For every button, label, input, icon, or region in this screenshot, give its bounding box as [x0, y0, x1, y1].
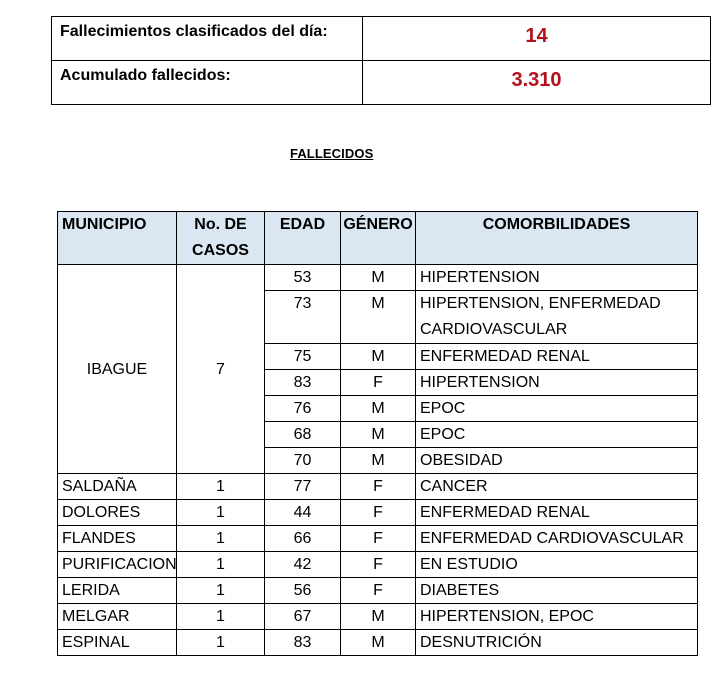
edad-cell: 75: [265, 344, 341, 370]
comorbilidad-cell: HIPERTENSION: [416, 370, 698, 396]
section-title: FALLECIDOS: [290, 146, 374, 161]
genero-cell: M: [341, 448, 416, 474]
genero-cell: M: [341, 604, 416, 630]
municipio-cell: IBAGUE: [58, 265, 177, 474]
table-row: [58, 604, 698, 630]
casos-cell: 1: [177, 604, 265, 630]
edad-cell: 83: [265, 630, 341, 656]
casos-cell: 1: [177, 552, 265, 578]
comorbilidad-cell: ENFERMEDAD CARDIOVASCULAR: [416, 526, 698, 552]
summary-table: [51, 16, 711, 105]
comorbilidad-cell: HIPERTENSION, ENFERMEDAD CARDIOVASCULAR: [416, 291, 698, 344]
deaths-table-body: [58, 265, 698, 656]
comorbilidad-cell: ENFERMEDAD RENAL: [416, 344, 698, 370]
genero-cell: F: [341, 526, 416, 552]
edad-cell: 53: [265, 265, 341, 291]
municipio-cell: DOLORES: [58, 500, 177, 526]
header-municipio: MUNICIPIO: [58, 212, 177, 265]
table-row: [58, 500, 698, 526]
casos-cell: 7: [177, 265, 265, 474]
comorbilidad-cell: ENFERMEDAD RENAL: [416, 500, 698, 526]
header-genero: GÉNERO: [341, 212, 416, 265]
edad-cell: 44: [265, 500, 341, 526]
table-row: [58, 630, 698, 656]
comorbilidad-cell: DESNUTRICIÓN: [416, 630, 698, 656]
municipio-cell: SALDAÑA: [58, 474, 177, 500]
casos-cell: 1: [177, 526, 265, 552]
deaths-table: [57, 211, 698, 656]
casos-cell: 1: [177, 630, 265, 656]
genero-cell: M: [341, 344, 416, 370]
cumulative-deaths-label: Acumulado fallecidos:: [52, 61, 363, 105]
table-row: [58, 526, 698, 552]
table-row: [58, 578, 698, 604]
daily-deaths-value: 14: [363, 17, 711, 61]
cumulative-deaths-value: 3.310: [363, 61, 711, 105]
edad-cell: 76: [265, 396, 341, 422]
casos-cell: 1: [177, 578, 265, 604]
genero-cell: M: [341, 630, 416, 656]
header-edad: EDAD: [265, 212, 341, 265]
genero-cell: F: [341, 474, 416, 500]
edad-cell: 68: [265, 422, 341, 448]
comorbilidad-cell: EPOC: [416, 422, 698, 448]
header-comorbilidades: COMORBILIDADES: [416, 212, 698, 265]
municipio-cell: ESPINAL: [58, 630, 177, 656]
edad-cell: 73: [265, 291, 341, 344]
casos-cell: 1: [177, 500, 265, 526]
edad-cell: 77: [265, 474, 341, 500]
comorbilidad-cell: HIPERTENSION, EPOC: [416, 604, 698, 630]
edad-cell: 67: [265, 604, 341, 630]
genero-cell: F: [341, 578, 416, 604]
casos-cell: 1: [177, 474, 265, 500]
table-row: [58, 265, 698, 291]
municipio-cell: FLANDES: [58, 526, 177, 552]
comorbilidad-cell: CANCER: [416, 474, 698, 500]
municipio-cell: PURIFICACION: [58, 552, 177, 578]
comorbilidad-cell: OBESIDAD: [416, 448, 698, 474]
table-row: [58, 474, 698, 500]
header-casos: No. DE CASOS: [177, 212, 265, 265]
genero-cell: M: [341, 265, 416, 291]
edad-cell: 70: [265, 448, 341, 474]
comorbilidad-cell: EPOC: [416, 396, 698, 422]
comorbilidad-cell: HIPERTENSION: [416, 265, 698, 291]
genero-cell: M: [341, 291, 416, 344]
edad-cell: 42: [265, 552, 341, 578]
comorbilidad-cell: DIABETES: [416, 578, 698, 604]
genero-cell: M: [341, 422, 416, 448]
summary-row-daily: [52, 17, 711, 61]
municipio-cell: LERIDA: [58, 578, 177, 604]
daily-deaths-label: Fallecimientos clasificados del día:: [52, 17, 363, 61]
genero-cell: F: [341, 552, 416, 578]
edad-cell: 83: [265, 370, 341, 396]
table-row: [58, 552, 698, 578]
edad-cell: 66: [265, 526, 341, 552]
edad-cell: 56: [265, 578, 341, 604]
genero-cell: M: [341, 396, 416, 422]
genero-cell: F: [341, 500, 416, 526]
summary-row-cumulative: [52, 61, 711, 105]
genero-cell: F: [341, 370, 416, 396]
comorbilidad-cell: EN ESTUDIO: [416, 552, 698, 578]
table-header-row: [58, 212, 698, 265]
municipio-cell: MELGAR: [58, 604, 177, 630]
